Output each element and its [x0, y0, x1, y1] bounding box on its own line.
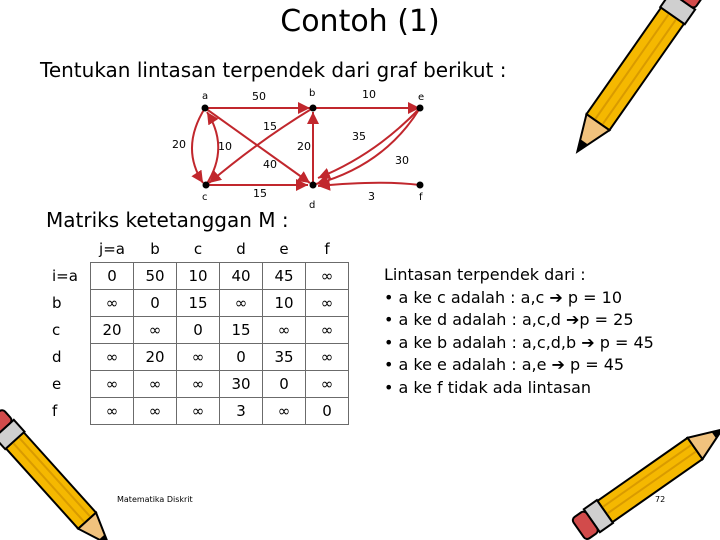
node-label-d: d — [309, 200, 316, 211]
weight-ad: 40 — [263, 158, 277, 171]
matrix-col-header: b — [150, 240, 160, 258]
matrix-cell: 0 — [263, 371, 306, 398]
matrix-cell: 0 — [134, 290, 177, 317]
matrix-cell: ∞ — [177, 344, 220, 371]
page-number: 72 — [655, 495, 666, 504]
matrix-cell: 0 — [91, 263, 134, 290]
matrix-cell: ∞ — [306, 344, 349, 371]
matrix-cell: ∞ — [177, 371, 220, 398]
matrix-col-header: f — [324, 240, 330, 258]
shortest-paths-heading: Lintasan terpendek dari : — [384, 265, 586, 284]
shortest-paths-list — [384, 264, 654, 399]
matrix-row — [50, 398, 349, 425]
weight-eb: 35 — [352, 130, 366, 143]
matrix-cell: ∞ — [306, 290, 349, 317]
path-item: • a ke f tidak ada lintasan — [384, 377, 592, 397]
matrix-col-header: c — [193, 240, 203, 258]
slide-title: Contoh (1) — [280, 4, 440, 39]
matrix-col-header: e — [279, 240, 289, 258]
arrow-icon: ➔ — [581, 332, 595, 352]
edge-e-b — [318, 108, 420, 178]
matrix-cell: 20 — [91, 317, 134, 344]
path-item: • a ke b adalah : a,c,d,b ➔ p = 45 — [384, 332, 654, 352]
matrix-row-header: b — [52, 294, 62, 312]
matrix-cell: ∞ — [177, 398, 220, 425]
adjacency-matrix — [50, 236, 349, 425]
matrix-cell: 50 — [134, 263, 177, 290]
matrix-cell: ∞ — [306, 371, 349, 398]
edge-a-c-left — [192, 108, 205, 183]
matrix-cell: ∞ — [134, 371, 177, 398]
matrix-row-header: e — [52, 375, 62, 393]
slide-subtitle: Tentukan lintasan terpendek dari graf berikut : — [40, 58, 507, 82]
matrix-row — [50, 263, 349, 290]
matrix-cell: ∞ — [220, 290, 263, 317]
matrix-row-header: d — [52, 348, 62, 366]
weight-cd: 15 — [253, 187, 267, 200]
weight-db: 20 — [297, 140, 311, 153]
matrix-cell: 3 — [220, 398, 263, 425]
arrow-icon: ➔ — [549, 287, 563, 307]
node-e — [417, 105, 424, 112]
edge-c-a — [206, 112, 218, 185]
weight-be: 10 — [362, 88, 376, 101]
node-d — [310, 182, 317, 189]
matrix-cell: ∞ — [91, 398, 134, 425]
matrix-cell: 45 — [263, 263, 306, 290]
matrix-cell: ∞ — [91, 371, 134, 398]
matrix-cell: ∞ — [306, 263, 349, 290]
edge-f-d — [318, 183, 420, 186]
matrix-cell: 0 — [306, 398, 349, 425]
matrix-row — [50, 371, 349, 398]
matrix-cell: 0 — [220, 344, 263, 371]
weight-ac: 20 — [172, 138, 186, 151]
matrix-cell: 20 — [134, 344, 177, 371]
matrix-header-row — [50, 236, 349, 263]
weight-ca: 10 — [218, 140, 232, 153]
matrix-cell: 10 — [177, 263, 220, 290]
matrix-row — [50, 344, 349, 371]
arrow-icon: ➔ — [551, 355, 565, 374]
node-b — [310, 105, 317, 112]
matrix-cell: 10 — [263, 290, 306, 317]
path-item: • a ke c adalah : a,c ➔ p = 10 — [384, 287, 623, 307]
matrix-cell: ∞ — [306, 317, 349, 344]
matrix-cell: 15 — [177, 290, 220, 317]
matrix-label: Matriks ketetanggan M : — [46, 208, 289, 232]
matrix-row-header: i=a — [52, 267, 78, 285]
matrix-row — [50, 290, 349, 317]
node-label-a: a — [202, 91, 209, 102]
footer-course-name: Matematika Diskrit — [117, 495, 193, 504]
matrix-row — [50, 317, 349, 344]
weight-bc: 15 — [263, 120, 277, 133]
node-label-b: b — [309, 88, 316, 99]
matrix-cell: 30 — [220, 371, 263, 398]
node-label-c: c — [202, 192, 208, 203]
matrix-cell: ∞ — [263, 398, 306, 425]
node-label-f: f — [419, 192, 423, 203]
matrix-cell: ∞ — [91, 290, 134, 317]
weight-ab: 50 — [252, 90, 266, 103]
matrix-cell: 35 — [263, 344, 306, 371]
matrix-cell: ∞ — [134, 398, 177, 425]
matrix-cell: ∞ — [263, 317, 306, 344]
matrix-cell: 40 — [220, 263, 263, 290]
node-f — [417, 182, 424, 189]
matrix-cell: 0 — [177, 317, 220, 344]
weight-fd: 3 — [368, 190, 375, 203]
path-item: • a ke e adalah : a,e ➔ p = 45 — [384, 355, 625, 374]
node-label-e: e — [418, 92, 425, 103]
node-a — [202, 105, 209, 112]
matrix-row-header: c — [52, 321, 61, 339]
path-item: • a ke d adalah : a,c,d ➔p = 25 — [384, 310, 634, 329]
matrix-cell: ∞ — [91, 344, 134, 371]
matrix-cell: 15 — [220, 317, 263, 344]
matrix-col-header: d — [236, 240, 246, 258]
node-c — [203, 182, 210, 189]
matrix-row-header: f — [52, 402, 58, 420]
matrix-col-header: j=a — [99, 240, 125, 258]
weight-ed: 30 — [395, 154, 409, 167]
matrix-cell: ∞ — [134, 317, 177, 344]
arrow-icon: ➔ — [566, 310, 580, 329]
